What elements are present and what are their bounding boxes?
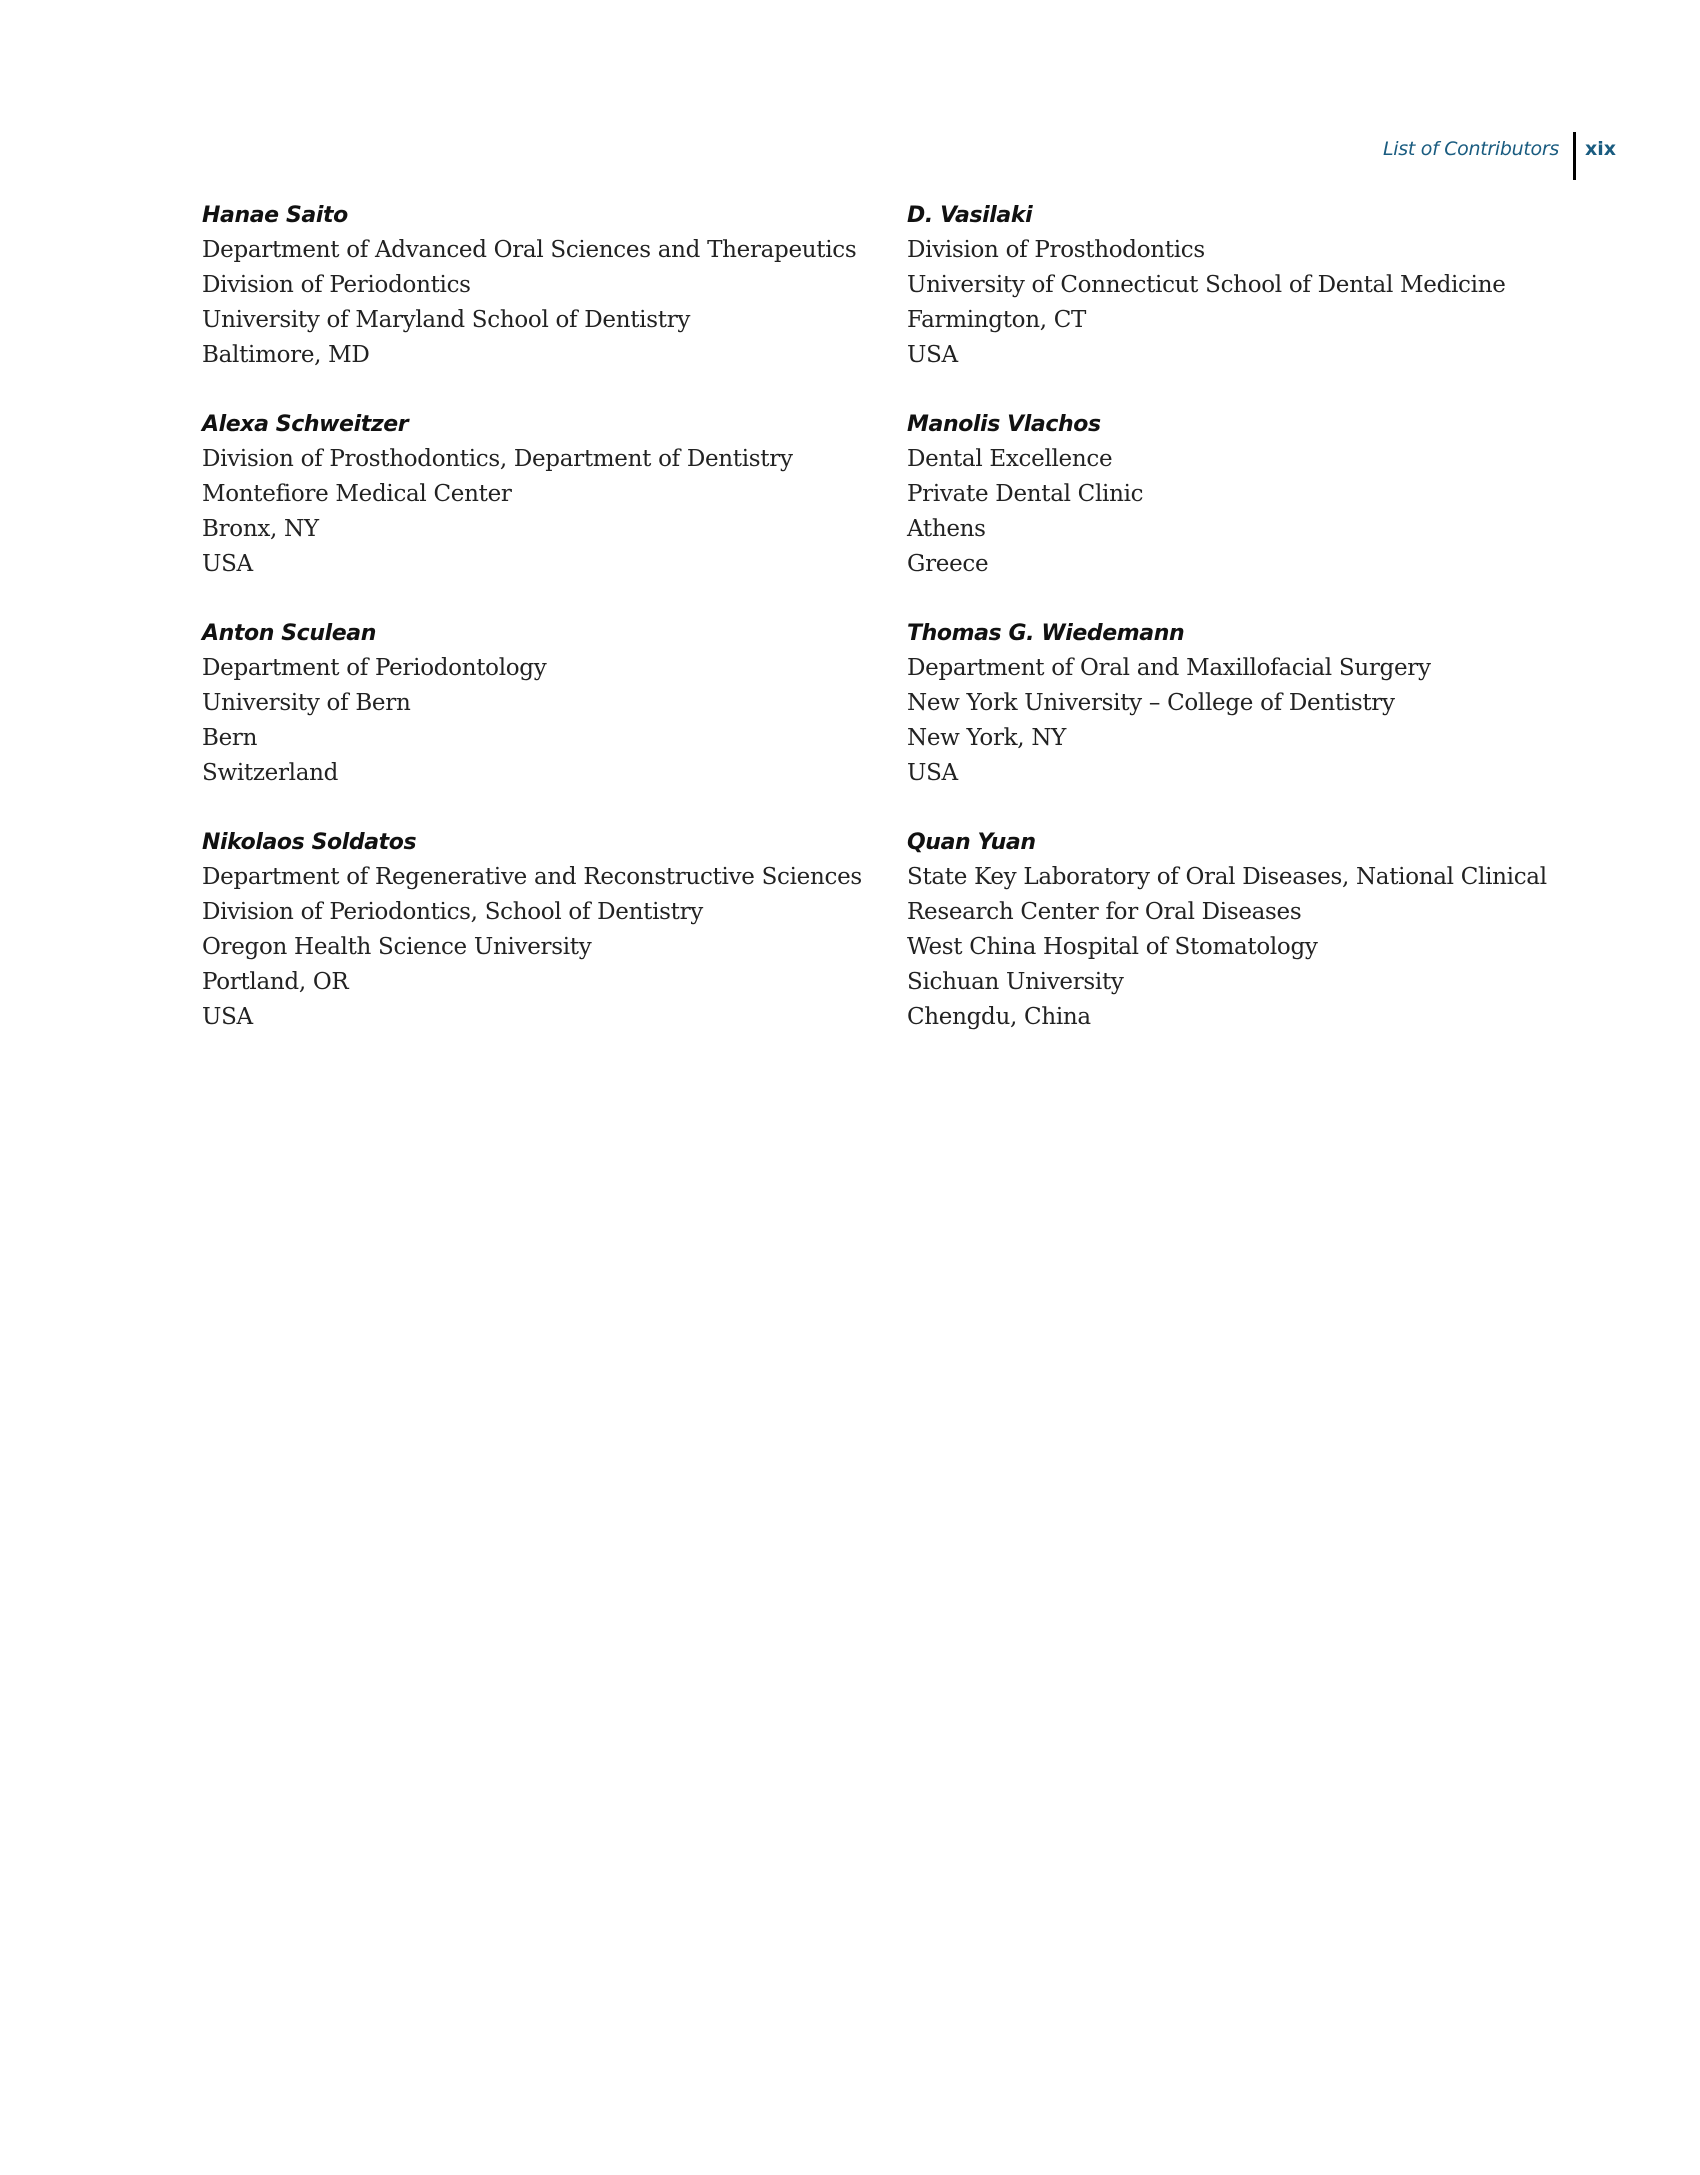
- affiliation-line: New York University – College of Dentistry: [907, 690, 1395, 716]
- contributor-name: Quan Yuan: [907, 830, 1036, 855]
- contributor-name: Manolis Vlachos: [907, 412, 1101, 437]
- affiliation-line: Department of Oral and Maxillofacial Surgery: [907, 655, 1431, 681]
- affiliation-line: USA: [907, 342, 958, 368]
- affiliation-line: Farmington, CT: [907, 307, 1087, 333]
- contributor-entry: [202, 616, 882, 791]
- affiliation-line: Baltimore, MD: [202, 342, 370, 368]
- contributor-name: Alexa Schweitzer: [202, 412, 409, 437]
- affiliation-line: Department of Advanced Oral Sciences and Therapeutics: [202, 237, 857, 263]
- running-title: List of Contributors: [1383, 138, 1559, 160]
- affiliation-line: USA: [907, 760, 958, 786]
- contributor-entry: [907, 825, 1587, 1035]
- affiliation-line: Greece: [907, 551, 989, 577]
- contributors-column-left: [202, 198, 882, 1069]
- contributor-entry: [202, 198, 882, 373]
- affiliation-line: Division of Periodontics, School of Dentistry: [202, 899, 703, 925]
- affiliation-line: Sichuan University: [907, 969, 1124, 995]
- contributor-entry: [907, 407, 1587, 582]
- affiliation-line: Oregon Health Science University: [202, 934, 592, 960]
- affiliation-line: New York, NY: [907, 725, 1067, 751]
- running-header: [1383, 132, 1616, 182]
- contributor-name: D. Vasilaki: [907, 203, 1033, 228]
- affiliation-line: Bronx, NY: [202, 516, 319, 542]
- affiliation-line: University of Bern: [202, 690, 411, 716]
- affiliation-line: Private Dental Clinic: [907, 481, 1144, 507]
- contributor-entry: [202, 407, 882, 582]
- affiliation-line: West China Hospital of Stomatology: [907, 934, 1318, 960]
- affiliation-line: Montefiore Medical Center: [202, 481, 512, 507]
- contributor-entry: [907, 616, 1587, 791]
- affiliation-line: University of Maryland School of Dentistry: [202, 307, 691, 333]
- contributor-name: Thomas G. Wiedemann: [907, 621, 1185, 646]
- contributor-name: Nikolaos Soldatos: [202, 830, 417, 855]
- affiliation-line: Division of Prosthodontics: [907, 237, 1205, 263]
- affiliation-line: Department of Regenerative and Reconstructive Sciences: [202, 864, 862, 890]
- affiliation-line: State Key Laboratory of Oral Diseases, National Clinical: [907, 864, 1547, 890]
- contributor-name: Hanae Saito: [202, 203, 348, 228]
- affiliation-line: Division of Periodontics: [202, 272, 471, 298]
- contributors-column-right: [907, 198, 1587, 1069]
- affiliation-line: USA: [202, 1004, 253, 1030]
- header-divider: [1573, 132, 1576, 180]
- affiliation-line: Portland, OR: [202, 969, 349, 995]
- affiliation-line: Athens: [907, 516, 986, 542]
- contributor-entry: [202, 825, 882, 1035]
- affiliation-line: University of Connecticut School of Dental Medicine: [907, 272, 1506, 298]
- contributor-entry: [907, 198, 1587, 373]
- affiliation-line: Department of Periodontology: [202, 655, 547, 681]
- affiliation-line: Division of Prosthodontics, Department of Dentistry: [202, 446, 793, 472]
- page-number: xix: [1584, 138, 1616, 160]
- affiliation-line: Dental Excellence: [907, 446, 1113, 472]
- affiliation-line: Research Center for Oral Diseases: [907, 899, 1302, 925]
- contributor-name: Anton Sculean: [202, 621, 376, 646]
- affiliation-line: USA: [202, 551, 253, 577]
- affiliation-line: Switzerland: [202, 760, 339, 786]
- affiliation-line: Bern: [202, 725, 258, 751]
- affiliation-line: Chengdu, China: [907, 1004, 1091, 1030]
